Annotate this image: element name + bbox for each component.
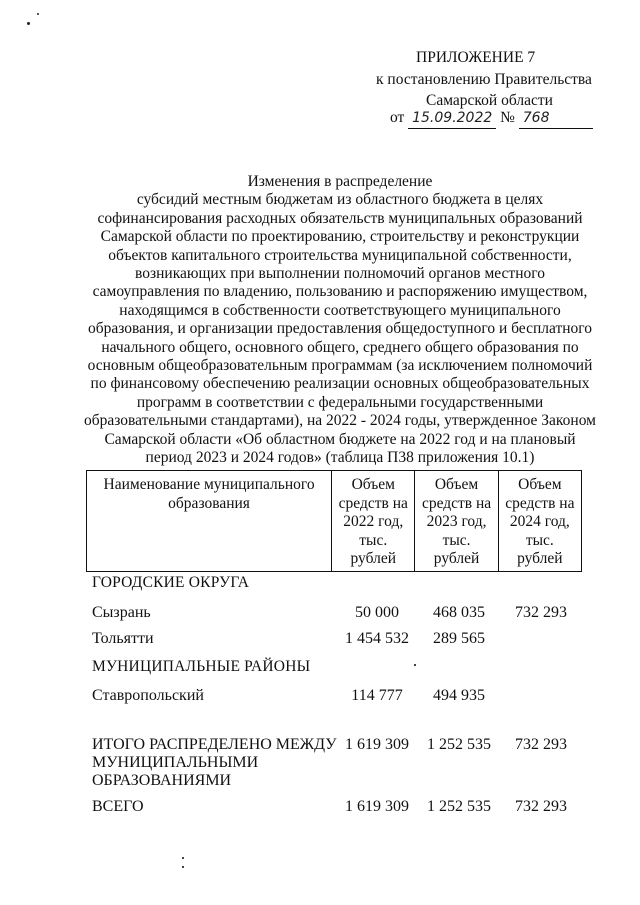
header-line: средств на — [505, 494, 575, 512]
table-header-row — [87, 471, 582, 572]
title-line: возникающих при выполнении полномочий органов местного — [135, 265, 545, 283]
header-2024 — [498, 471, 581, 572]
value-2023: 1 252 535 — [427, 798, 491, 815]
value-2024: 732 293 — [515, 798, 567, 815]
title-line: образования, и организации предоставления общедоступного и бесплатного — [87, 320, 592, 338]
title-line: начального общего, основного общего, среднего общего образования по — [101, 338, 579, 356]
row-name: Сызрань — [92, 604, 151, 621]
value-2023: 289 565 — [433, 630, 485, 647]
appendix-line-resolution: к постановлению Правительства — [376, 71, 592, 88]
number-label: № — [500, 109, 515, 126]
scan-speck — [27, 22, 30, 25]
appendix-line-region: Самарской области — [426, 92, 553, 109]
title-line: самоуправления по владению, пользованию и распоряжению имуществом, — [92, 283, 588, 301]
scan-speck — [182, 857, 184, 859]
header-line: 2023 год, — [426, 513, 487, 530]
header-line: тыс. — [525, 531, 554, 549]
title-line: софинансирования расходных обязательств муниципальных образований — [97, 209, 583, 227]
title-line: по финансовому обеспечению реализации основных общеобразовательных — [90, 375, 590, 393]
from-label: от — [390, 109, 405, 126]
title-line: Изменения в распределение — [247, 173, 433, 190]
value-2022: 1 454 532 — [345, 630, 409, 647]
value-2023: 468 035 — [433, 604, 485, 621]
header-line: Наименование муниципального — [103, 476, 315, 493]
appendix-date-number-line — [390, 108, 593, 129]
title-line: Самарской области по проектированию, строительству и реконструкции — [100, 228, 580, 246]
title-line: основным общеобразовательным программам (за исключением полномочий — [87, 357, 593, 375]
header-line: тыс. — [359, 531, 388, 549]
header-line: образования — [168, 494, 250, 512]
table-body — [86, 568, 582, 848]
handwritten-number: 768 — [522, 110, 550, 126]
title-line: находящимся в собственности соответствующего муниципального — [119, 301, 561, 319]
header-line: рублей — [433, 550, 480, 567]
section-municipal-districts: МУНИЦИПАЛЬНЫЕ РАЙОНЫ — [92, 658, 311, 675]
value-2024: 732 293 — [515, 736, 567, 753]
header-line: средств на — [421, 494, 492, 512]
header-line: рублей — [350, 550, 397, 567]
handwritten-date: 15.09.2022 — [412, 110, 493, 126]
scan-speck — [37, 13, 39, 15]
header-2023 — [415, 471, 498, 572]
header-line: Объем — [434, 476, 479, 493]
value-2023: 1 252 535 — [427, 736, 491, 753]
header-line: Объем — [518, 476, 562, 493]
row-name-total: ВСЕГО — [92, 798, 144, 815]
header-line: рублей — [517, 550, 563, 567]
value-2023: 494 935 — [433, 687, 485, 704]
header-line: средств на — [338, 494, 408, 512]
title-line: объектов капитального строительства муниципальной собственности, — [108, 246, 572, 264]
scan-speck — [182, 866, 184, 868]
row-name-total-distributed — [92, 736, 337, 790]
row-name: Тольятти — [92, 630, 154, 647]
value-2022: 1 619 309 — [345, 798, 409, 815]
value-2022: 50 000 — [355, 604, 399, 621]
row-name: Ставропольский — [92, 687, 204, 704]
document-title — [70, 173, 610, 468]
date-field — [408, 108, 496, 129]
subsidy-table — [86, 470, 582, 572]
title-line: Самарской области «Об областном бюджете на 2022 год и на плановый — [104, 430, 576, 448]
number-field — [519, 108, 593, 129]
title-line: период 2023 и 2024 годов» (таблица П38 приложения 10.1) — [145, 449, 535, 467]
header-line: 2022 год, — [343, 513, 404, 530]
header-municipality — [87, 471, 332, 572]
scan-speck — [414, 664, 416, 666]
title-line: программ в соответствии с федеральными государственными — [136, 393, 544, 411]
row-name-line: ОБРАЗОВАНИЯМИ — [92, 772, 232, 789]
row-name-line: ИТОГО РАСПРЕДЕЛЕНО МЕЖДУ — [92, 736, 337, 753]
section-city-districts: ГОРОДСКИЕ ОКРУГА — [92, 574, 250, 591]
header-line: 2024 год, — [509, 513, 570, 530]
header-2022 — [332, 471, 415, 572]
value-2022: 1 619 309 — [345, 736, 409, 753]
value-2022: 114 777 — [351, 687, 403, 704]
row-name-line: МУНИЦИПАЛЬНЫМИ — [92, 754, 259, 771]
title-line: образовательными стандартами), на 2022 - 2024 годы, утвержденное Законом — [84, 412, 596, 430]
appendix-title: ПРИЛОЖЕНИЕ 7 — [416, 49, 536, 66]
value-2024: 732 293 — [515, 604, 567, 621]
header-line: тыс. — [442, 531, 471, 549]
title-line: субсидий местным бюджетам из областного бюджета в целях — [136, 191, 544, 209]
header-line: Объем — [351, 476, 395, 493]
